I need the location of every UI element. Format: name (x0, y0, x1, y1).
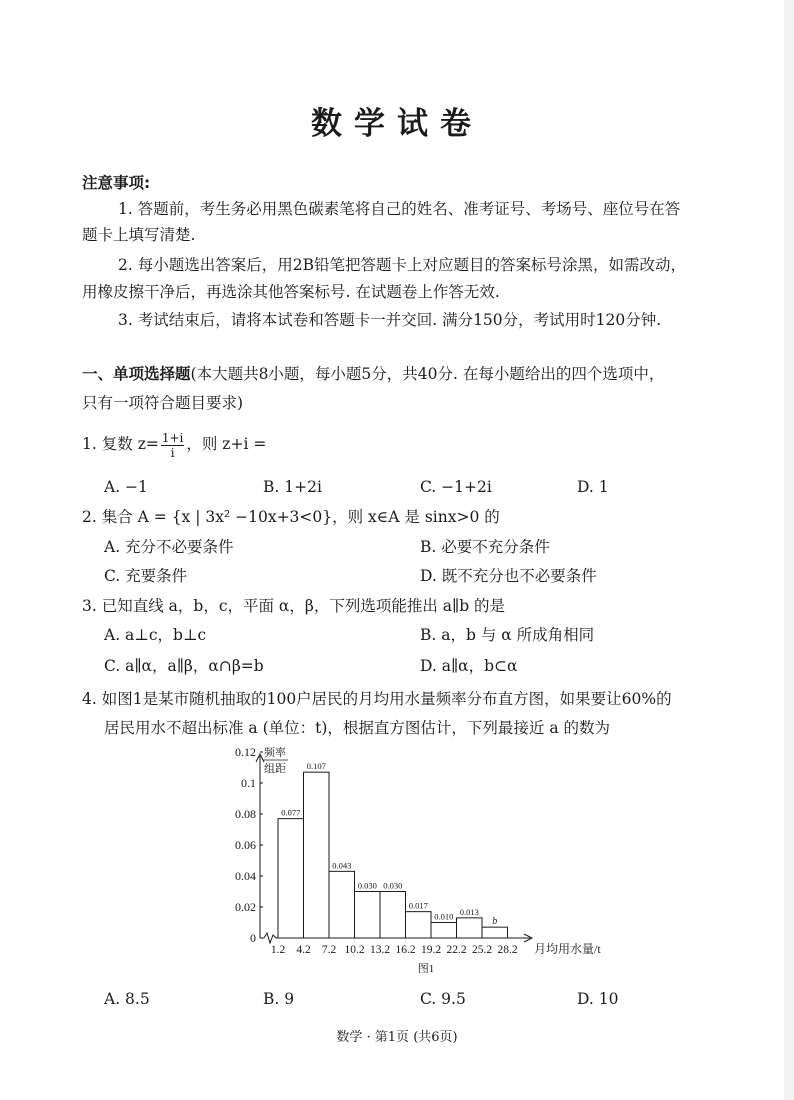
q3-option-d: D. a∥α，b⊂α (420, 657, 518, 675)
x-tick-label: 22.2 (446, 944, 467, 956)
x-tick-label: 7.2 (321, 944, 337, 956)
bar-value-label: 0.043 (332, 860, 352, 871)
bar-value-label: 0.013 (459, 906, 479, 917)
q2-option-d: D. 既不充分也不必要条件 (420, 567, 597, 585)
scan-edge-shade (784, 0, 794, 1100)
y-tick-label: 0 (250, 931, 256, 945)
fraction-numerator: 1+i (161, 430, 184, 445)
notes-item-2a: 2. 每小题选出答案后，用2B铅笔把答题卡上对应题目的答案标号涂黑，如需改动， (118, 256, 686, 274)
q2-option-b: B. 必要不充分条件 (420, 538, 550, 556)
y-label-bottom: 组距 (264, 763, 286, 775)
question-1-number: 1. (82, 435, 97, 453)
notes-item-1b: 题卡上填写清楚. (82, 226, 196, 244)
histogram-bar (457, 918, 483, 938)
q2-option-a: A. 充分不必要条件 (104, 538, 234, 556)
notes-heading: 注意事项: (82, 174, 151, 192)
question-3-stem (82, 595, 505, 617)
bar-value-label: 0.030 (383, 880, 403, 891)
histogram-chart (200, 742, 620, 978)
q4-option-a: A. 8.5 (104, 990, 150, 1008)
page-title: 数学试卷 (311, 106, 483, 142)
q2-option-c: C. 充要条件 (104, 567, 188, 585)
x-tick-label: 16.2 (395, 944, 416, 956)
question-1-fraction (161, 431, 185, 460)
q3-option-b: B. a，b 与 α 所成角相同 (420, 626, 595, 644)
x-tick-label: 4.2 (296, 944, 311, 956)
question-2-number: 2. (82, 508, 97, 526)
notes-item-2b: 用橡皮擦干净后，再选涂其他答案标号. 在试题卷上作答无效. (82, 283, 500, 301)
y-tick-label: 0.02 (235, 900, 256, 914)
bar-value-label: 0.107 (306, 761, 326, 772)
x-axis-label: 月均用水量/t (534, 942, 601, 956)
y-tick-label: 0.08 (235, 807, 256, 821)
x-axis-break (264, 933, 276, 943)
q4-option-c: C. 9.5 (420, 990, 466, 1008)
x-tick-label: 1.2 (270, 944, 286, 956)
x-tick-label: 13.2 (369, 944, 391, 956)
bar-value-label: 0.077 (281, 807, 301, 818)
histogram-bar (406, 912, 432, 938)
question-1-var: z= (137, 435, 159, 453)
bar-value-label: 0.030 (357, 880, 377, 891)
question-4-number: 4. (82, 690, 97, 708)
section-desc-1: (本大题共8小题，每小题5分，共40分. 在每小题给出的四个选项中， (190, 365, 665, 383)
histogram-bar (431, 923, 457, 939)
question-1-suffix: ，则 z+i = (186, 435, 267, 453)
histogram-bar (380, 892, 406, 939)
histogram-bar (304, 772, 330, 938)
y-tick-label: 0.06 (235, 838, 256, 852)
question-4-stem-2: 居民用水不超出标准 a (单位：t)，根据直方图估计，下列最接近 a 的数为 (104, 719, 611, 737)
q1-option-b: B. 1+2i (263, 478, 322, 496)
bar-value-label: 0.010 (434, 911, 454, 922)
bar-value-label: 0.017 (408, 900, 428, 911)
section-desc-2: 只有一项符合题目要求) (82, 394, 244, 412)
notes-item-3: 3. 考试结束后，请将本试卷和答题卡一并交回. 满分150分，考试用时120分钟. (118, 311, 662, 329)
q3-option-c: C. a∥α，a∥β，α∩β=b (104, 657, 264, 675)
question-1-prefix: 复数 (101, 435, 133, 453)
section-heading-row (82, 363, 664, 385)
histogram-bar (355, 892, 381, 939)
fraction-denominator: i (170, 445, 175, 460)
histogram-bar (329, 871, 355, 938)
y-tick-label: 0.04 (235, 869, 256, 883)
notes-item-1a: 1. 答题前，考生务必用黑色碳素笔将自己的姓名、准考证号、考场号、座位号在答 (118, 200, 681, 218)
histogram-bar (278, 819, 304, 938)
q1-option-d: D. 1 (577, 478, 609, 496)
question-2-text: 集合 A = {x | 3x² −10x+3<0}，则 x∈A 是 sinx>0 的 (101, 508, 500, 526)
x-tick-label: 28.2 (497, 944, 518, 956)
x-tick-label: 19.2 (420, 944, 442, 956)
question-4-text-1: 如图1是某市随机抽取的100户居民的月均用水量频率分布直方图，如果要让60%的 (101, 690, 672, 708)
question-2-stem (82, 506, 500, 528)
question-1-stem (82, 428, 266, 460)
y-tick-label: 0.1 (241, 776, 256, 790)
page-footer: 数学 · 第1页 (共6页) (336, 1030, 458, 1045)
q1-option-c: C. −1+2i (420, 478, 492, 496)
q4-option-b: B. 9 (263, 990, 295, 1008)
section-heading: 一、单项选择题 (82, 365, 191, 383)
y-label-top: 频率 (264, 747, 286, 759)
x-tick-label: 25.2 (471, 944, 493, 956)
q1-option-a: A. −1 (104, 478, 148, 496)
histogram-bar (482, 927, 508, 938)
q4-option-d: D. 10 (577, 990, 619, 1008)
figure-caption: 图1 (417, 963, 435, 975)
question-4-stem-1 (82, 688, 672, 710)
y-tick-label: 0.12 (235, 745, 256, 759)
q3-option-a: A. a⊥c，b⊥c (104, 626, 207, 644)
question-3-text: 已知直线 a，b，c，平面 α，β，下列选项能推出 a∥b 的是 (101, 597, 506, 615)
question-3-number: 3. (82, 597, 97, 615)
x-tick-label: 10.2 (344, 944, 365, 956)
bar-value-label: b (492, 916, 498, 928)
